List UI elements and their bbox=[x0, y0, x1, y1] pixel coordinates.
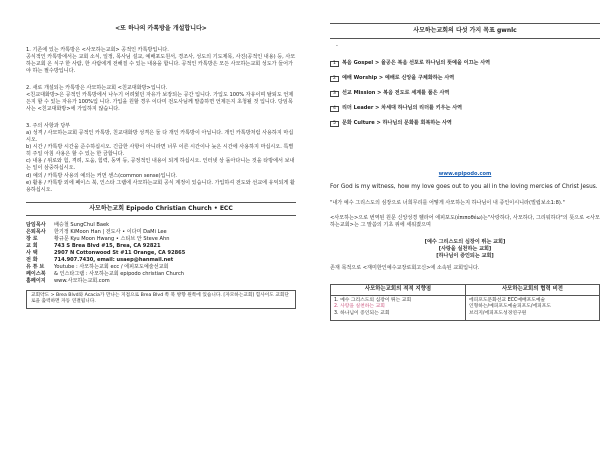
right-column bbox=[330, 0, 600, 321]
rule-a: a) 성격 / 사모하는교회 공적인 카톡방, 친교대화방 성격은 둘 다 개인 카톡방이 아닙니다. 개인 카톡방처럼 사용하지 마십시오. bbox=[26, 130, 294, 144]
goal-item: 1 복음 Gospel > 율공은 복음 선포로 하나님의 뜻예을 이끄는 사역 bbox=[330, 56, 600, 71]
goals-title: 사모하는교회의 다섯 가지 목표 gwnlc bbox=[330, 23, 600, 39]
goals3-item: 2. 사랑을 실천하는 교회 bbox=[334, 304, 385, 310]
goal-item: 2 예배 Worship > 예배로 신앙을 구체화하는 사역 bbox=[330, 71, 600, 86]
info-row: 은퇴목사 한기정 KiMoon Han | 전도사 • 이다미 DaMi Lee bbox=[26, 228, 167, 235]
section-1 bbox=[26, 47, 296, 75]
goals3-header: 사모하는교회의 적적 지향점 bbox=[331, 285, 465, 295]
info-row: 페이스북 & 인스타그램 : 사모하는교회 epipodo christian Church bbox=[26, 270, 184, 277]
section-2-heading: 2. 새로 개설되는 카톡방은 사모하는교회 <친교대화방>입니다. bbox=[26, 85, 168, 92]
church-motto bbox=[330, 239, 600, 260]
info-row: 담임목사 배승철 SungChul Baek bbox=[26, 221, 110, 228]
denomination-note: 존재 목적으로 <재미한인예수교장로회고신>에 소속된 교회입니다. bbox=[330, 265, 480, 272]
goals3-body bbox=[331, 296, 465, 320]
vision-header: 사모하는교회의 협력 비전 bbox=[466, 285, 599, 295]
info-row: 홈페이지 www.사모하는교회.com bbox=[26, 277, 110, 284]
section-2-body: <친교대화방>은 공적인 카톡방에서 나누기 어려웠던 자유가 보장되는 공간 입니다. 가입도 100% 자유이며 탈퇴도 언제든지 할 수 있는 자유가 100%입 니다. 가입을 원할 경우 이다미 전도사님께 말씀하면 언제든지 초청될 것 입니다. 당임목사는 <친교대화방>에 가입하지 않습니다. bbox=[26, 92, 294, 113]
rule-d: d) 예의 / 카톡방 사용의 예의는 커먼 센스(common sense)입니다. bbox=[26, 172, 178, 179]
verse-english: For God is my witness, how my love goes out to you all in the loving mercies of Christ Jesus. bbox=[330, 184, 598, 191]
rule-c: c) 내용 / 위로와 힘, 격려, 도움, 힘력, 동역 등, 공정적인 내용이 되게 하십시오. 인터넷 상 돌아다니는 것을 타방에서 보내는 일이 삼중하십시오. bbox=[26, 158, 295, 172]
section-3-heading: 3. 주의 사항과 당부 bbox=[26, 123, 71, 130]
goals3-item: 3. 하나님이 증인되는 교회 bbox=[334, 311, 390, 317]
section-2 bbox=[26, 85, 296, 113]
section-3 bbox=[26, 123, 296, 193]
left-column bbox=[26, 0, 296, 309]
website-row bbox=[330, 171, 600, 178]
vision-item: 브리지/에피포도성경연구원 bbox=[469, 311, 527, 317]
info-row: 유 튜 브 Youtube : 사모하는교회 ecc / 에피포도예술선교회 bbox=[26, 263, 169, 270]
motto-line: [예수 그리스도의 심장이 뛰는 교회] bbox=[424, 239, 506, 246]
info-row: 전 화 714.907.7430, email: usaep@hanmail.net bbox=[26, 256, 174, 263]
goal-item: 5 문화 Culture > 하나님의 문화를 회복하는 사역 bbox=[330, 116, 600, 131]
directions-box: 교회약도 > Brea Blvd와 Acacia가 만나는 지점으로 Brea Blvd 쪽 북 방향 원쪽에 있습니다. [자모하는교회] 힐사이도 교회단로을 출력하면 자동 연결됩니다. bbox=[26, 290, 296, 309]
vision-item: 에피포도문화선교 ECC예배포도예술 bbox=[469, 297, 546, 303]
verse-korean: "내가 예수 그리스도의 심장으로 너희무리를 어떻게 사모하는지 하나님이 내 증인이시니라(빌립보소1:8)." bbox=[330, 200, 565, 207]
motto-line: [사랑을 실천하는 교회] bbox=[438, 246, 492, 253]
website-link[interactable]: www.epipodo.com bbox=[438, 171, 492, 178]
dash-mark: - bbox=[336, 43, 338, 50]
goals-list bbox=[330, 56, 600, 131]
greek-explanation: <사모하는>으로 번역된 원문 신앙성경 헬라어 에피포도(ἐπιποθέω)는"사랑하다, 사모하다, 그리워하다"의 뜻으로 <사모하는교회>는 그 말씀의 기초 위에 세워졌으며 bbox=[330, 215, 600, 229]
goal-item: 3 선교 Mission > 복음 전도로 세계를 품은 사역 bbox=[330, 86, 600, 101]
church-info-title: 사모하는교회 Epipodo Christian Church • ECC bbox=[26, 202, 296, 216]
goals3-column bbox=[331, 285, 465, 319]
vision-body bbox=[466, 296, 599, 320]
rule-b: b) 시간 / 카톡방 시간을 준수하십시오. 긴급한 사항이 아니라면 너무 이른 시간이나 늦은 시간에 사용하지 마십시오. 특별히 주일 아침 사용은 할 수 있는 한 금합니다. bbox=[26, 144, 294, 158]
goals-vision-table bbox=[330, 284, 600, 320]
info-row: 교 회 743 S Brea Blvd #15, Brea, CA 92821 bbox=[26, 242, 161, 249]
church-info-list bbox=[26, 222, 296, 285]
goal-item: 4 리더 Leader > 차세대 하나님의 리더를 키우는 사역 bbox=[330, 101, 600, 116]
rule-e: e) 활용 / 카톡방 외에 페이스 북, 인스타 그램에 사모하는교회 공식 계정이 있습니다. 가입하셔 전도와 선교에 유익되게 활용하십시오. bbox=[26, 179, 295, 193]
vision-item: 인형하는/예피포도예술피포도/에피포도 bbox=[469, 304, 552, 310]
goals3-item: 1. 예수 그리스도의 심장이 뛰는 교회 bbox=[334, 297, 412, 303]
vision-column bbox=[465, 285, 599, 319]
section-1-body: 공식적인 카톡방에서는 교회 소식, 일정, 목사님 설교, 예배포도원서, 경조사, 성도의 기도제목, 사진(공적인 내용) 등, 사모하는교회 온 식구 한 사람, 한 사람에게 전해질 수 있는 내용을 합니다. 공적인 카톡방은 모든 사모하는교회 성도가 들어가야 하는 필수방입니다. bbox=[26, 54, 296, 75]
announcement-title: <또 하나의 카톡방을 개설합니다> bbox=[115, 25, 207, 32]
info-row: 사 택 2907 N Cottonwood St #11 Orange, CA 92865 bbox=[26, 249, 186, 256]
motto-line: [하나님이 증인되는 교회] bbox=[436, 253, 494, 260]
info-row: 장 로 황규문 Kyu Moon Hwang • 스티브 안 Steve Ahn bbox=[26, 235, 170, 242]
section-1-heading: 1. 기존에 있는 카톡방은 <사모하는교회> 공적인 카톡방입니다. bbox=[26, 47, 169, 54]
